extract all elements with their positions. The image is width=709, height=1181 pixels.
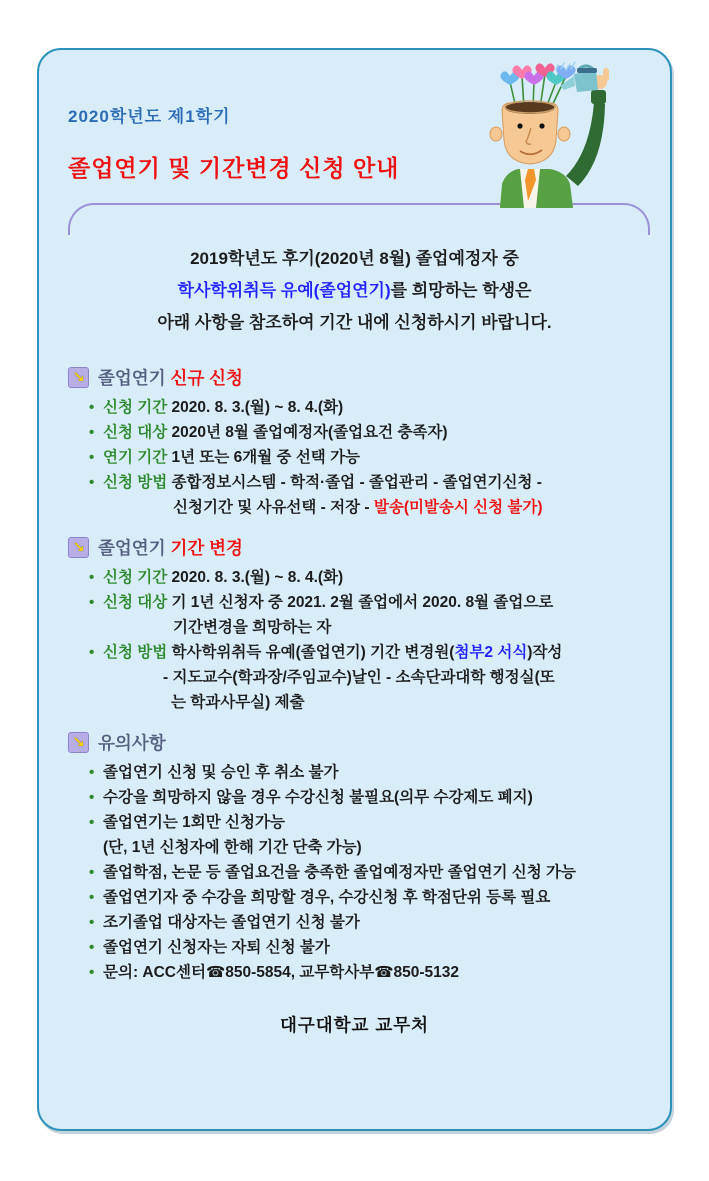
text-segment: 기간 변경 <box>170 537 243 558</box>
section-new-application <box>68 364 653 520</box>
text-segment: 2020. 8. 3.(월) ~ 8. 4.(화) <box>167 399 344 416</box>
text-segment: 학사학위취득 유예(졸업연기) 기간 변경원( <box>167 644 455 661</box>
section-list <box>68 565 653 715</box>
text-segment: 2020. 8. 3.(월) ~ 8. 4.(화) <box>167 569 344 586</box>
arrow-down-right-icon <box>68 732 89 753</box>
list-item <box>88 885 653 910</box>
text-segment: (단, 1년 신청자에 한해 기간 단축 가능) <box>103 839 362 856</box>
text-segment: 문의: ACC센터☎850-5854, 교무학사부☎850-5132 <box>103 964 460 981</box>
text-segment: 발송(미발송시 신청 불가) <box>373 499 543 516</box>
text-segment: 를 희망하는 학생은 <box>390 281 532 300</box>
intro-line <box>38 243 671 275</box>
list-item <box>88 395 653 420</box>
section-title <box>98 730 166 755</box>
arrow-down-right-icon <box>68 367 89 388</box>
list-item <box>88 640 653 715</box>
list-item <box>88 810 653 860</box>
text-segment: 종합정보시스템 - 학적·졸업 - 졸업관리 - 졸업연기신청 - <box>167 474 542 491</box>
section-list <box>68 395 653 520</box>
text-segment: 기 1년 신청자 중 2021. 2월 졸업에서 2020. 8월 졸업으로 <box>167 594 554 611</box>
text-segment: 졸업연기 신청 및 승인 후 취소 불가 <box>103 764 339 781</box>
section-title <box>98 365 243 390</box>
list-item-continuation <box>173 495 653 520</box>
text-segment: 유의사항 <box>98 732 166 753</box>
text-segment: 1년 또는 6개월 중 선택 가능 <box>167 449 361 466</box>
text-segment: 학사학위취득 유예(졸업연기) <box>177 281 391 300</box>
text-segment: 졸업연기 <box>98 537 171 558</box>
text-segment: 첨부2 서식 <box>454 644 528 661</box>
text-segment: 신청 기간 <box>103 399 168 416</box>
heart-flowers <box>500 63 575 85</box>
page-title: 졸업연기 및 기간변경 신청 안내 <box>68 155 400 181</box>
section-header <box>68 729 653 755</box>
text-segment: 2019학년도 후기(2020년 8월) 졸업예정자 중 <box>190 249 519 268</box>
section-list <box>68 760 653 985</box>
list-item <box>88 760 653 785</box>
text-segment: 는 학과사무실) 제출 <box>171 694 305 711</box>
list-item <box>88 590 653 640</box>
text-segment: 조기졸업 대상자는 졸업연기 신청 불가 <box>103 914 360 931</box>
list-item <box>88 785 653 810</box>
text-segment: 신청 방법 <box>103 474 168 491</box>
list-item <box>88 445 653 470</box>
list-item <box>88 420 653 445</box>
text-segment: 신청 기간 <box>103 569 168 586</box>
section-header <box>68 364 653 390</box>
footer-office: 대구대학교 교무처 <box>279 1015 430 1035</box>
list-item <box>88 565 653 590</box>
section-notes <box>68 729 653 985</box>
text-segment: 신청 방법 <box>103 644 168 661</box>
intro-paragraph <box>38 243 671 339</box>
text-segment: 2020년 8월 졸업예정자(졸업요건 충족자) <box>167 424 448 441</box>
text-segment: 신청 대상 <box>103 424 168 441</box>
section-period-change <box>68 534 653 715</box>
text-segment: 연기 기간 <box>103 449 168 466</box>
text-segment: 졸업연기 신청자는 자퇴 신청 불가 <box>103 939 330 956</box>
list-item <box>88 910 653 935</box>
text-segment: 기간변경을 희망하는 자 <box>173 619 332 636</box>
text-segment: 수강을 희망하지 않을 경우 수강신청 불필요(의무 수강제도 폐지) <box>103 789 533 806</box>
text-segment: 신청 대상 <box>103 594 168 611</box>
semester-label: 2020학년도 제1학기 <box>68 107 231 126</box>
text-segment: - 지도교수(학과장/주임교수)날인 - 소속단과대학 행정실(또 <box>163 669 555 686</box>
section-header <box>68 534 653 560</box>
text-segment: 졸업연기는 1회만 신청가능 <box>103 814 285 831</box>
watering-man-illustration <box>478 56 656 208</box>
head <box>490 101 570 164</box>
text-segment: 졸업학점, 논문 등 졸업요건을 충족한 졸업예정자만 졸업연기 신청 가능 <box>103 864 576 881</box>
torso <box>500 169 573 208</box>
list-item-continuation <box>171 690 653 715</box>
text-segment: 아래 사항을 참조하여 기간 내에 신청하시기 바랍니다. <box>157 313 552 332</box>
list-item-continuation <box>163 665 653 690</box>
intro-line <box>38 275 671 307</box>
list-item-continuation <box>103 835 653 860</box>
text-segment: 졸업연기 <box>98 367 171 388</box>
list-item <box>88 470 653 520</box>
list-item <box>88 860 653 885</box>
text-segment: 신청기간 및 사유선택 - 저장 - <box>173 499 374 516</box>
intro-line <box>38 307 671 339</box>
text-segment: 신규 신청 <box>170 367 243 388</box>
list-item-continuation <box>173 615 653 640</box>
text-segment: )작성 <box>527 644 563 661</box>
section-title <box>98 535 243 560</box>
text-segment: 졸업연기자 중 수강을 희망할 경우, 수강신청 후 학점단위 등록 필요 <box>103 889 551 906</box>
list-item <box>88 935 653 960</box>
arrow-down-right-icon <box>68 537 89 558</box>
list-item <box>88 960 653 985</box>
